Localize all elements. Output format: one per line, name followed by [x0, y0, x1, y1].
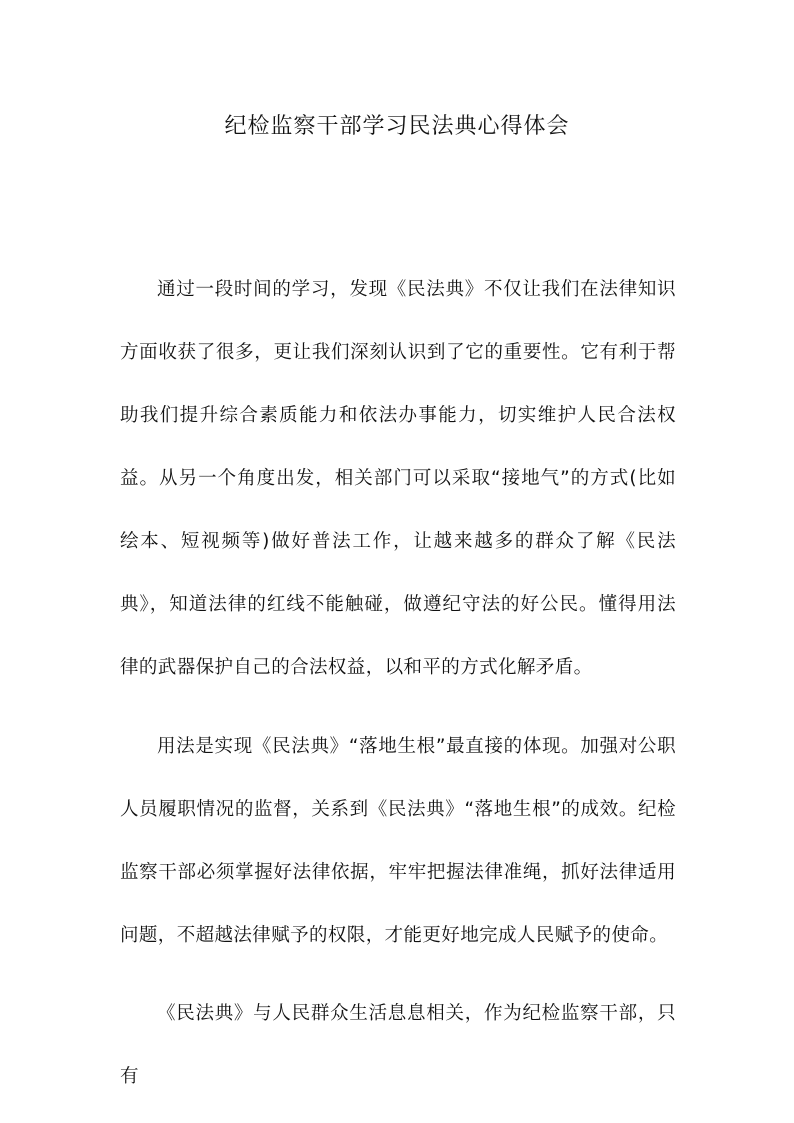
document-title: 纪检监察干部学习民法典心得体会 — [224, 114, 570, 139]
paragraph-2: 用法是实现《民法典》“落地生根”最直接的体现。加强对公职人员履职情况的监督，关系到《民法典》“落地生根”的成效。纪检监察干部必须掌握好法律依据，牢牢把握法律准绳，抓好法律适用问题，不超越法律赋予的权限，才能更好地完成人民赋予的使命。 — [120, 736, 676, 946]
paragraph-1: 通过一段时间的学习，发现《民法典》不仅让我们在法律知识方面收获了很多，更让我们深刻认识到了它的重要性。它有利于帮助我们提升综合素质能力和依法办事能力，切实维护人民合法权益。从另一个角度出发，相关部门可以采取“接地气”的方式(比如绘本、短视频等)做好普法工作，让越来越多的群众了解《民法典》，知道法律的红线不能触碰，做遵纪守法的好公民。懂得用法律的武器保护自己的合法权益，以和平的方式化解矛盾。 — [120, 279, 676, 678]
paragraph-3: 《民法典》与人民群众生活息息相关，作为纪检监察干部，只有 — [120, 1003, 676, 1087]
